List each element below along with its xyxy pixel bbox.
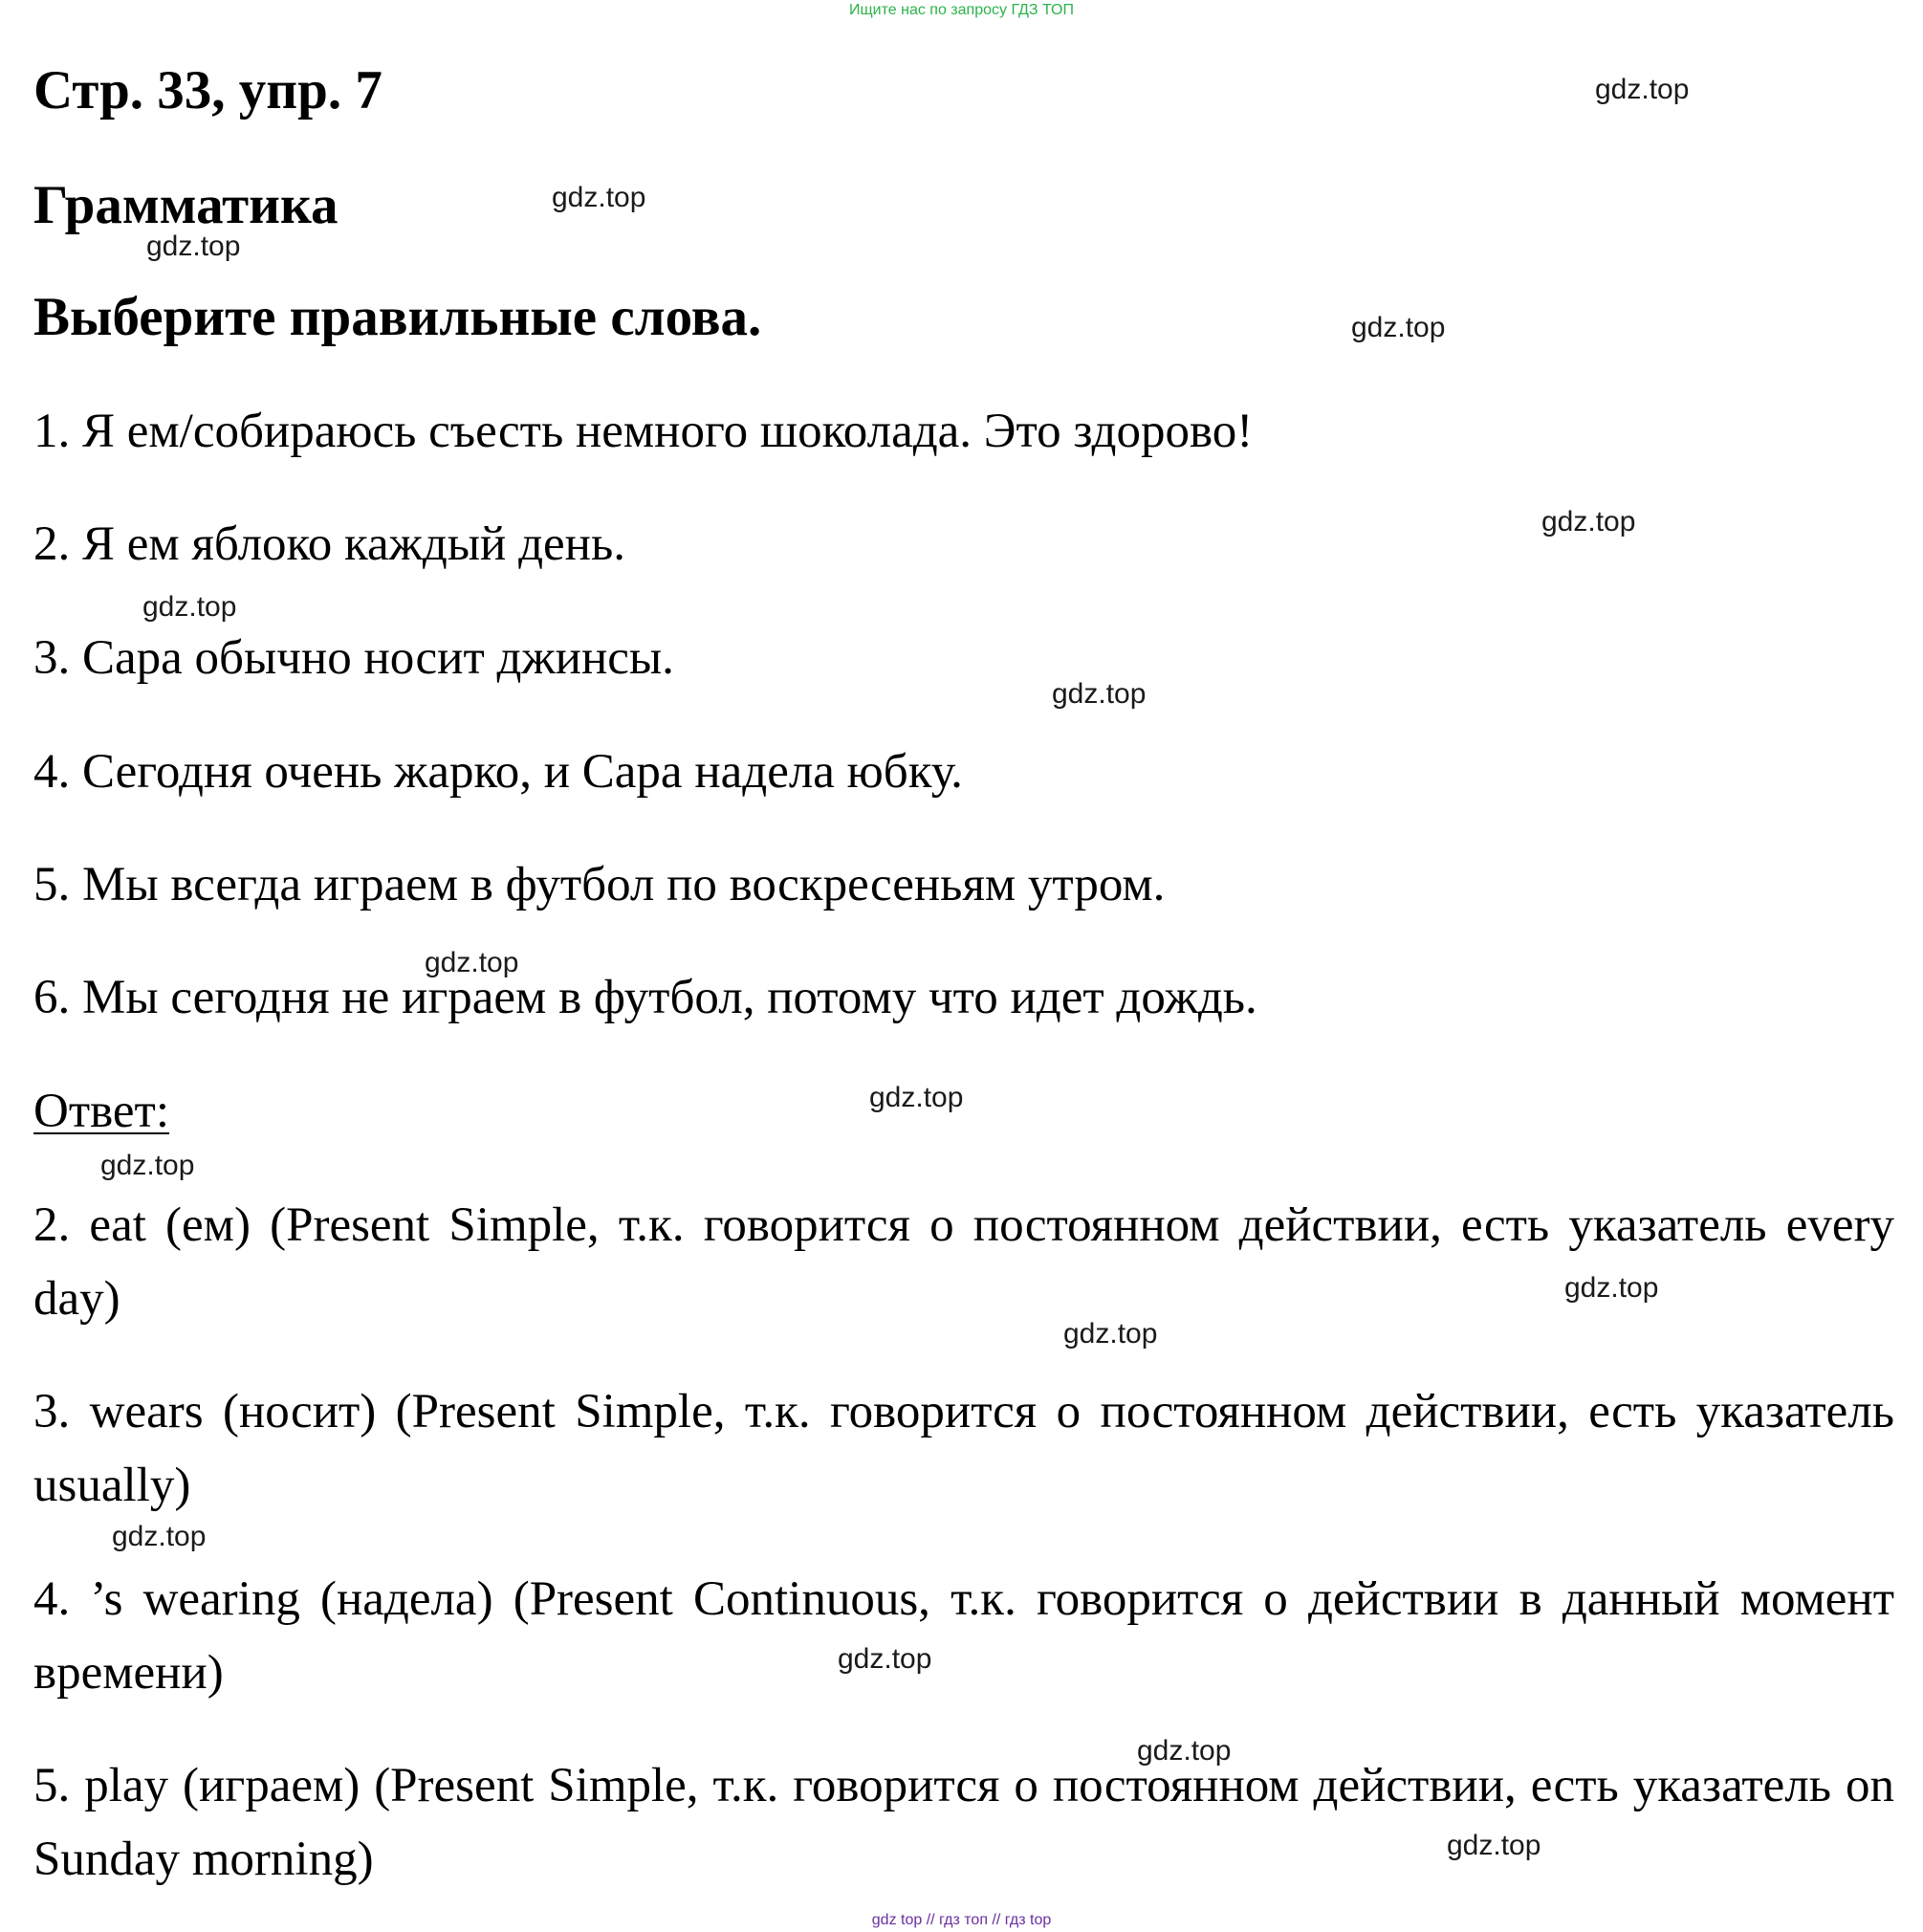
task-item-4: 4. Сегодня очень жарко, и Сара надела юбку. [33, 745, 963, 799]
answer-item-4: 4. ’s wearing (надела) (Present Continuous, т.к. говорится о действии в данный момент времени) [33, 1572, 1894, 1700]
watermark: gdz.top [142, 591, 237, 623]
watermark: gdz.top [1541, 506, 1636, 538]
task-item-6: 6. Мы сегодня не играем в футбол, потому что идет дождь. [33, 971, 1257, 1024]
watermark: gdz.top [1351, 312, 1446, 343]
watermark: gdz.top [1564, 1272, 1659, 1304]
watermark: gdz.top [112, 1521, 207, 1552]
answer-item-2: 2. eat (ем) (Present Simple, т.к. говорится о постоянном действии, есть указатель every day) [33, 1198, 1894, 1326]
watermark: gdz.top [1063, 1318, 1158, 1350]
watermark: gdz.top [1595, 74, 1690, 105]
watermark: gdz.top [838, 1643, 932, 1675]
answer-heading: Ответ: [33, 1085, 169, 1138]
watermark: gdz.top [1137, 1735, 1232, 1767]
task-item-1: 1. Я ем/собираюсь съесть немного шоколада. Это здорово! [33, 405, 1254, 458]
watermark: gdz.top [100, 1150, 195, 1181]
answer-item-5: 5. play (играем) (Present Simple, т.к. говорится о постоянном действии, есть указатель on Sunday morning) [33, 1759, 1894, 1886]
watermark: gdz.top [146, 231, 241, 262]
task-item-5: 5. Мы всегда играем в футбол по воскресеньям утром. [33, 858, 1166, 911]
watermark: gdz.top [425, 947, 519, 978]
top-banner: Ищите нас по запросу ГДЗ ТОП [849, 2, 1074, 18]
section-title: Грамматика [33, 175, 339, 235]
watermark: gdz.top [552, 182, 646, 213]
task-item-2: 2. Я ем яблоко каждый день. [33, 517, 625, 571]
watermark: gdz.top [869, 1082, 964, 1113]
watermark: gdz.top [1052, 678, 1147, 710]
task-item-3: 3. Сара обычно носит джинсы. [33, 631, 674, 685]
bottom-banner: gdz top // гдз топ // гдз top [871, 1912, 1052, 1928]
watermark: gdz.top [1447, 1830, 1541, 1861]
instruction-heading: Выберите правильные слова. [33, 287, 762, 347]
answer-item-3: 3. wears (носит) (Present Simple, т.к. говорится о постоянном действии, есть указатель usually) [33, 1385, 1894, 1512]
page-title: Стр. 33, упр. 7 [33, 60, 382, 121]
